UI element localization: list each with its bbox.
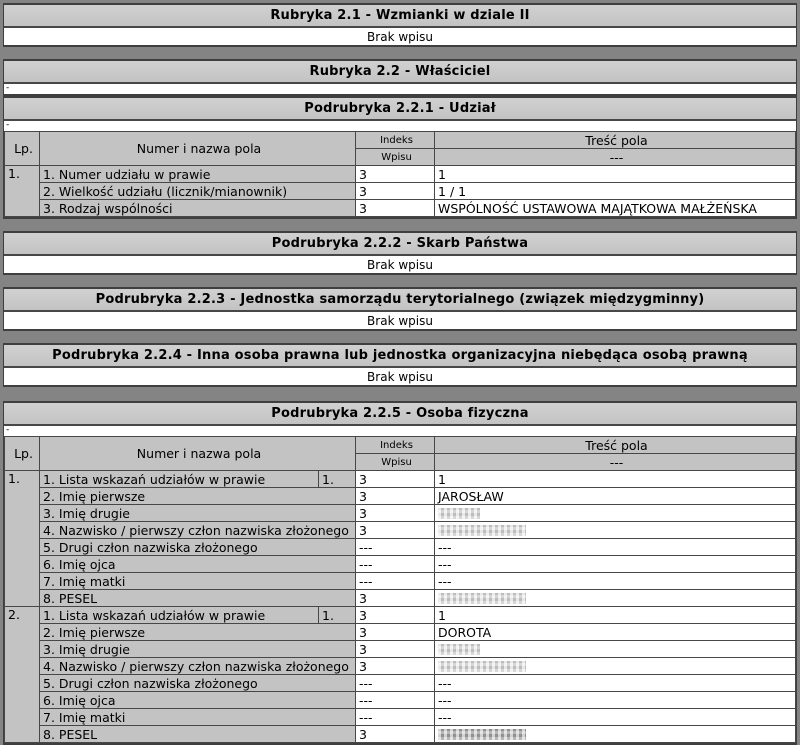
table-row — [5, 709, 796, 726]
field-value-cell: WSPÓLNOŚĆ USTAWOWA MAJĄTKOWA MAŁŻEŃSKA — [435, 200, 796, 217]
brak-wpisu-row: Brak wpisu — [4, 28, 796, 45]
name-header: Numer i nazwa pola — [40, 437, 356, 471]
field-index-cell: --- — [356, 675, 435, 692]
field-index-cell: --- — [356, 692, 435, 709]
table-row — [5, 590, 796, 607]
field-label-cell: 6. Imię ojca — [40, 556, 356, 573]
field-index-cell: 3 — [356, 200, 435, 217]
table-row — [5, 658, 796, 675]
share-ref-cell: 1. — [319, 471, 356, 488]
field-label-cell: 7. Imię matki — [40, 709, 356, 726]
section-title: Rubryka 2.1 - Wzmianki w dziale II — [4, 5, 796, 28]
section-podrubryka-2-2-4 — [3, 343, 797, 387]
brak-wpisu-row: Brak wpisu — [4, 256, 796, 273]
wpisu-header: Wpisu — [356, 454, 435, 471]
brak-wpisu-row: Brak wpisu — [4, 368, 796, 385]
table-row — [5, 522, 796, 539]
field-label-cell: 1. Lista wskazań udziałów w prawie — [40, 607, 319, 624]
field-label-cell: 1. Lista wskazań udziałów w prawie — [40, 471, 319, 488]
brak-wpisu-row: Brak wpisu — [4, 312, 796, 329]
table-header-row — [5, 132, 796, 149]
field-value-cell: 1 — [435, 166, 796, 183]
table-row — [5, 692, 796, 709]
field-index-cell: 3 — [356, 590, 435, 607]
field-value-cell: 1 — [435, 607, 796, 624]
section-podrubryka-2-2-2 — [3, 231, 797, 275]
field-index-cell: 3 — [356, 183, 435, 200]
tresc-dash-header: --- — [435, 454, 796, 471]
table-row — [5, 505, 796, 522]
field-index-cell: 3 — [356, 488, 435, 505]
field-index-cell: 3 — [356, 471, 435, 488]
field-label-cell: 5. Drugi człon nazwiska złożonego — [40, 675, 356, 692]
table-row — [5, 471, 796, 488]
redacted-value — [435, 726, 796, 743]
redacted-value — [435, 658, 796, 675]
name-header: Numer i nazwa pola — [40, 132, 356, 166]
field-index-cell: --- — [356, 709, 435, 726]
owners-table — [4, 436, 796, 743]
table-row — [5, 624, 796, 641]
field-index-cell: 3 — [356, 726, 435, 743]
table-row — [5, 556, 796, 573]
dash-row: - — [4, 84, 796, 94]
field-index-cell: 3 — [356, 522, 435, 539]
table-row — [5, 183, 796, 200]
field-label-cell: 2. Imię pierwsze — [40, 488, 356, 505]
section-title: Podrubryka 2.2.4 - Inna osoba prawna lub jednostka organizacyjna niebędąca osobą prawną — [4, 345, 796, 368]
table-row — [5, 200, 796, 217]
field-index-cell: 3 — [356, 505, 435, 522]
field-value-cell: 1 / 1 — [435, 183, 796, 200]
table-row — [5, 539, 796, 556]
field-label-cell: 5. Drugi człon nazwiska złożonego — [40, 539, 356, 556]
field-label-cell: 2. Wielkość udziału (licznik/mianownik) — [40, 183, 356, 200]
lp-header: Lp. — [5, 437, 40, 471]
field-label-cell: 2. Imię pierwsze — [40, 624, 356, 641]
field-index-cell: 3 — [356, 658, 435, 675]
table-row — [5, 573, 796, 590]
field-index-cell: 3 — [356, 641, 435, 658]
table-row — [5, 675, 796, 692]
field-label-cell: 3. Rodzaj wspólności — [40, 200, 356, 217]
table-row — [5, 607, 796, 624]
field-index-cell: 3 — [356, 607, 435, 624]
dash-row: - — [4, 121, 796, 131]
section-podrubryka-2-2-3 — [3, 287, 797, 331]
field-label-cell: 6. Imię ojca — [40, 692, 356, 709]
section-title: Rubryka 2.2 - Właściciel — [4, 61, 796, 84]
field-label-cell: 8. PESEL — [40, 590, 356, 607]
field-value-cell: 1 — [435, 471, 796, 488]
indeks-header: Indeks — [356, 437, 435, 454]
redacted-value — [435, 641, 796, 658]
table-row — [5, 166, 796, 183]
table-row — [5, 641, 796, 658]
field-value-cell: --- — [435, 692, 796, 709]
tresc-header: Treść pola — [435, 437, 796, 454]
tresc-header: Treść pola — [435, 132, 796, 149]
field-index-cell: 3 — [356, 624, 435, 641]
section-rubryka-2-2 — [3, 59, 797, 96]
field-index-cell: --- — [356, 539, 435, 556]
field-index-cell: --- — [356, 573, 435, 590]
lp-cell: 1. — [5, 166, 40, 217]
field-label-cell: 4. Nazwisko / pierwszy człon nazwiska złożonego — [40, 658, 356, 675]
lp-header: Lp. — [5, 132, 40, 166]
redacted-value — [435, 590, 796, 607]
field-label-cell: 3. Imię drugie — [40, 505, 356, 522]
field-index-cell: --- — [356, 556, 435, 573]
field-label-cell: 4. Nazwisko / pierwszy człon nazwiska złożonego — [40, 522, 356, 539]
table-row — [5, 726, 796, 743]
field-value-cell: JAROSŁAW — [435, 488, 796, 505]
field-value-cell: --- — [435, 556, 796, 573]
field-value-cell: --- — [435, 573, 796, 590]
section-podrubryka-2-2-1 — [3, 96, 797, 219]
section-podrubryka-2-2-5 — [3, 401, 797, 745]
field-value-cell: DOROTA — [435, 624, 796, 641]
section-title: Podrubryka 2.2.2 - Skarb Państwa — [4, 233, 796, 256]
section-title: Podrubryka 2.2.1 - Udział — [4, 98, 796, 121]
field-label-cell: 8. PESEL — [40, 726, 356, 743]
field-value-cell: --- — [435, 709, 796, 726]
share-ref-cell: 1. — [319, 607, 356, 624]
table-row — [5, 488, 796, 505]
field-value-cell: --- — [435, 675, 796, 692]
indeks-header: Indeks — [356, 132, 435, 149]
lp-cell: 2. — [5, 607, 40, 743]
table-header-row — [5, 437, 796, 454]
tresc-dash-header: --- — [435, 149, 796, 166]
lp-cell: 1. — [5, 471, 40, 607]
wpisu-header: Wpisu — [356, 149, 435, 166]
field-label-cell: 3. Imię drugie — [40, 641, 356, 658]
redacted-value — [435, 505, 796, 522]
field-label-cell: 1. Numer udziału w prawie — [40, 166, 356, 183]
redacted-value — [435, 522, 796, 539]
share-table — [4, 131, 796, 217]
section-title: Podrubryka 2.2.5 - Osoba fizyczna — [4, 403, 796, 426]
section-rubryka-2-1 — [3, 3, 797, 47]
field-value-cell: --- — [435, 539, 796, 556]
dash-row: - — [4, 426, 796, 436]
section-title: Podrubryka 2.2.3 - Jednostka samorządu terytorialnego (związek międzygminny) — [4, 289, 796, 312]
field-label-cell: 7. Imię matki — [40, 573, 356, 590]
field-index-cell: 3 — [356, 166, 435, 183]
